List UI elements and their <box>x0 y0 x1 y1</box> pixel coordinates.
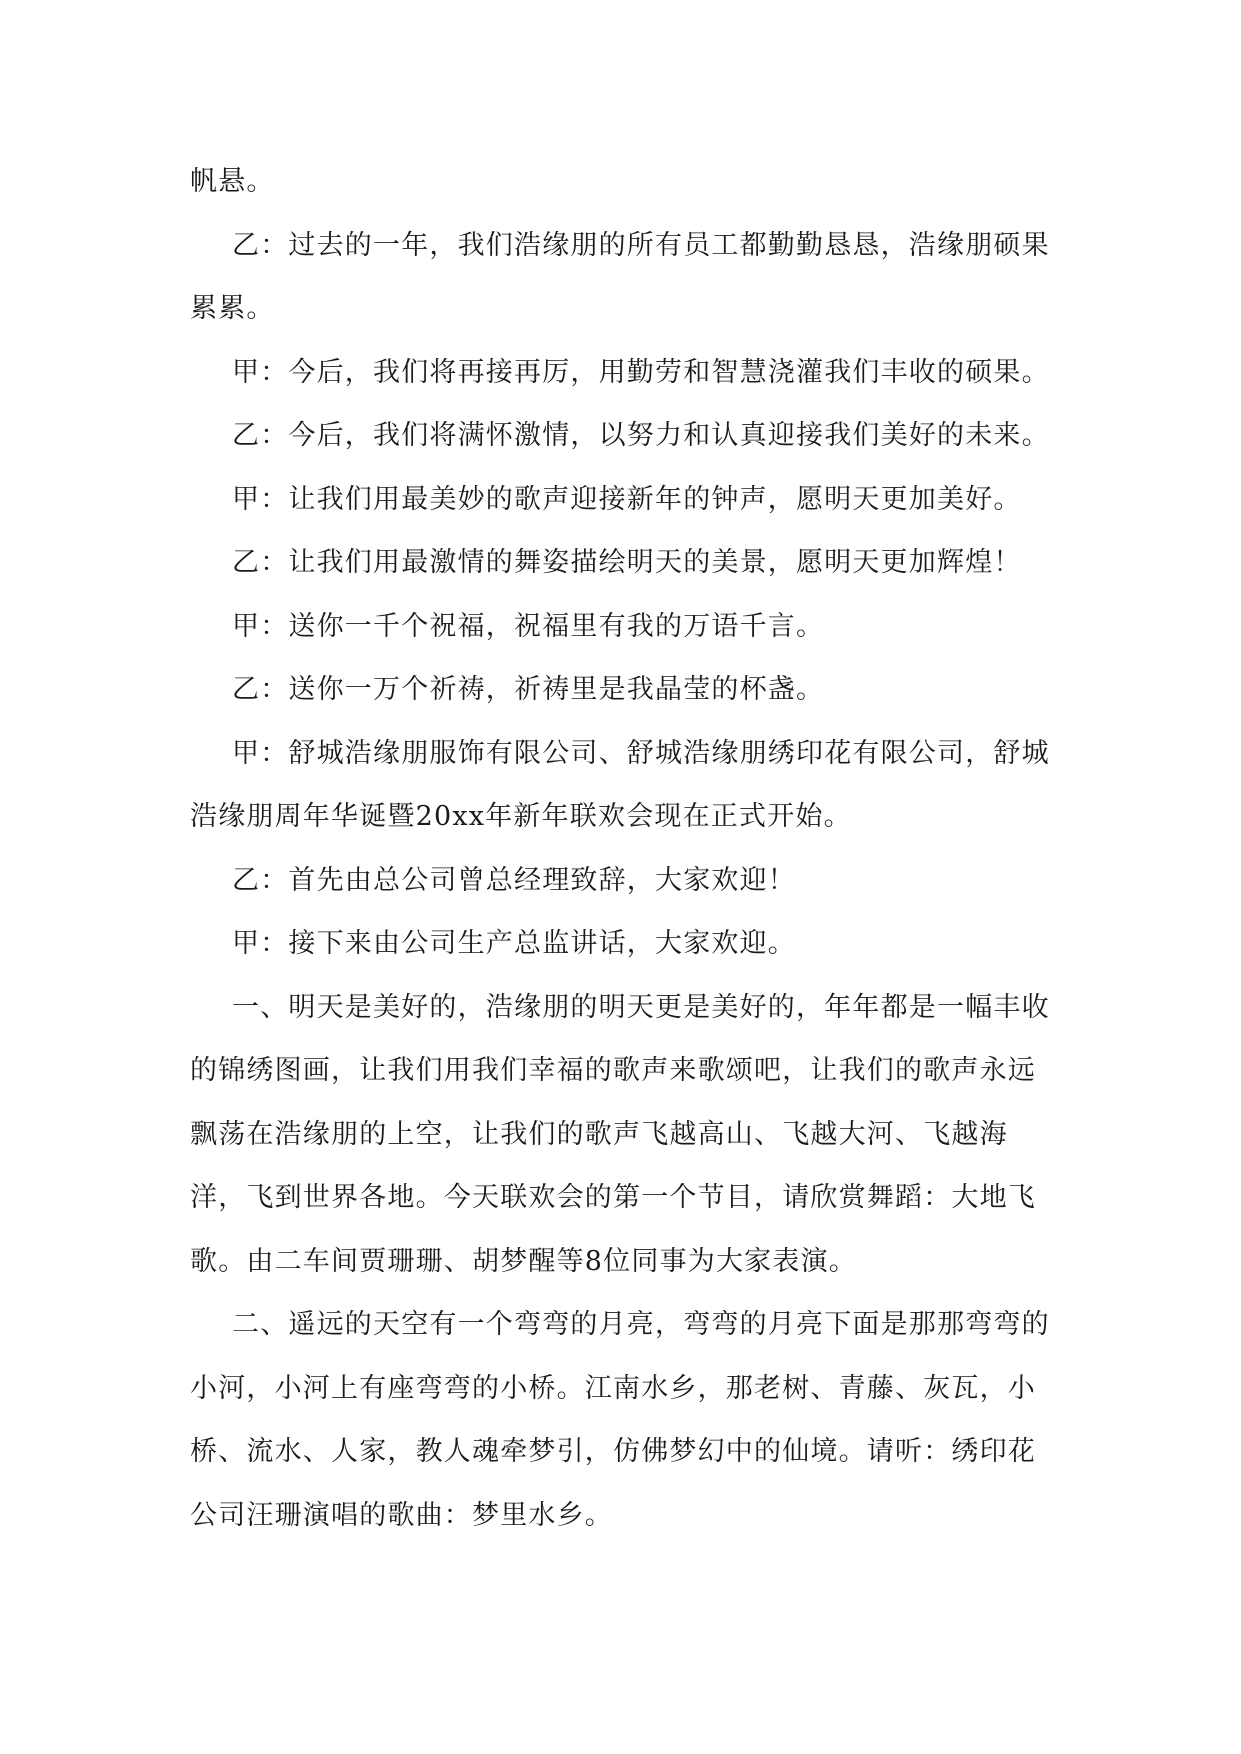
paragraph-8: 乙：送你一万个祈祷，祈祷里是我晶莹的杯盏。 <box>232 674 825 705</box>
paragraph-11: 甲：接下来由公司生产总监讲话，大家欢迎。 <box>232 928 796 959</box>
paragraph-7: 甲：送你一千个祝福，祝福里有我的万语千言。 <box>232 610 825 642</box>
paragraph-6: 乙：让我们用最激情的舞姿描绘明天的美景，愿明天更加辉煌！ <box>232 547 1022 578</box>
paragraph-2: 乙：过去的一年，我们浩缘朋的所有员工都勤勤恳恳，浩缘朋硕果累累。 <box>190 229 1050 324</box>
paragraph-3: 甲：今后，我们将再接再厉，用勤劳和智慧浇灌我们丰收的硕果。 <box>232 356 1050 388</box>
paragraph-10: 乙：首先由总公司曾总经理致辞，大家欢迎！ <box>232 864 796 896</box>
paragraph-9: 甲：舒城浩缘朋服饰有限公司、舒城浩缘朋绣印花有限公司，舒城浩缘朋周年华诞暨20xx年新年联欢会现在正式开始。 <box>190 737 1050 832</box>
paragraph-12: 一、明天是美好的，浩缘朋的明天更是美好的，年年都是一幅丰收的锦绣图画，让我们用我们幸福的歌声来歌颂吧，让我们的歌声永远飘荡在浩缘朋的上空，让我们的歌声飞越高山、飞越大河、飞越海洋，飞到世界各地。今天联欢会的第一个节目，请欣赏舞蹈：大地飞歌。由二车间贾珊珊、胡梦醒等8位同事为大家表演。 <box>190 991 1050 1277</box>
document-body <box>190 150 1060 1547</box>
paragraph-13: 二、遥远的天空有一个弯弯的月亮，弯弯的月亮下面是那那弯弯的小河，小河上有座弯弯的小桥。江南水乡，那老树、青藤、灰瓦，小桥、流水、人家，教人魂牵梦引，仿佛梦幻中的仙境。请听：绣印花公司汪珊演唱的歌曲：梦里水乡。 <box>190 1309 1050 1531</box>
paragraph-4: 乙：今后，我们将满怀激情，以努力和认真迎接我们美好的未来。 <box>232 420 1050 451</box>
paragraph-5: 甲：让我们用最美妙的歌声迎接新年的钟声，愿明天更加美好。 <box>232 483 1022 515</box>
paragraph-1: 帆悬。 <box>190 166 275 197</box>
